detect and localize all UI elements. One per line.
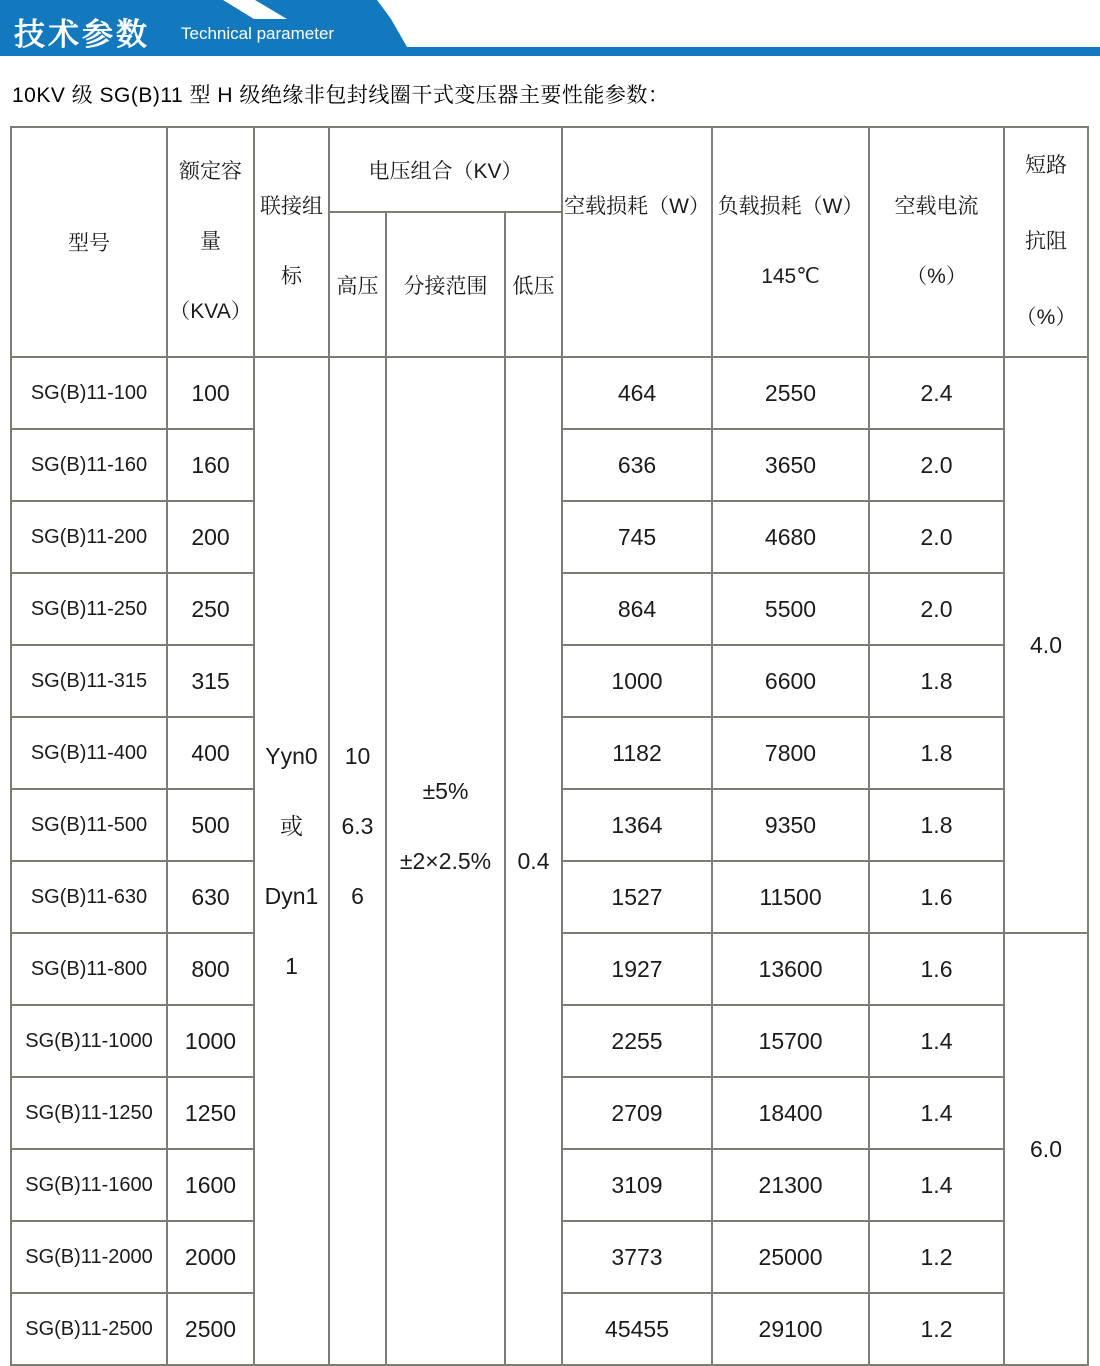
no-load-loss-cell: 1927 <box>562 933 712 1005</box>
capacity-cell: 2000 <box>167 1221 254 1293</box>
col-header-impedance: 短路 抗阻 （%） <box>1004 127 1088 357</box>
load-loss-cell: 21300 <box>712 1149 869 1221</box>
blank-line <box>563 242 711 312</box>
load-loss-cell: 13600 <box>712 933 869 1005</box>
no-load-current-cell: 1.4 <box>869 1077 1004 1149</box>
capacity-cell: 2500 <box>167 1293 254 1365</box>
load-loss-cell: 6600 <box>712 645 869 717</box>
load-loss-cell: 9350 <box>712 789 869 861</box>
no-load-current-cell: 1.6 <box>869 933 1004 1005</box>
capacity-cell: 1600 <box>167 1149 254 1221</box>
model-cell: SG(B)11-500 <box>11 789 167 861</box>
load-loss-cell: 3650 <box>712 429 869 501</box>
no-load-loss-cell: 464 <box>562 357 712 429</box>
load-loss-cell: 7800 <box>712 717 869 789</box>
capacity-cell: 250 <box>167 573 254 645</box>
model-cell: SG(B)11-400 <box>11 717 167 789</box>
load-loss-cell: 4680 <box>712 501 869 573</box>
col-header-load-loss: 负载损耗（W） 145℃ <box>712 127 869 357</box>
no-load-loss-cell: 3109 <box>562 1149 712 1221</box>
impedance-bottom-cell: 6.0 <box>1004 933 1088 1365</box>
col-header-voltage-group: 电压组合（KV） <box>329 127 562 212</box>
no-load-loss-cell: 1527 <box>562 861 712 933</box>
no-load-loss-cell: 1364 <box>562 789 712 861</box>
no-load-current-cell: 1.2 <box>869 1293 1004 1365</box>
model-cell: SG(B)11-200 <box>11 501 167 573</box>
impedance-top-cell: 4.0 <box>1004 357 1088 933</box>
no-load-current-cell: 2.0 <box>869 429 1004 501</box>
col-header-no-load-current: 空载电流 （%） <box>869 127 1004 357</box>
spec-table <box>10 126 1089 1366</box>
no-load-current-cell: 1.4 <box>869 1005 1004 1077</box>
capacity-cell: 500 <box>167 789 254 861</box>
col-header-model: 型号 <box>11 127 167 357</box>
load-loss-cell: 2550 <box>712 357 869 429</box>
capacity-cell: 800 <box>167 933 254 1005</box>
no-load-loss-cell: 3773 <box>562 1221 712 1293</box>
capacity-cell: 630 <box>167 861 254 933</box>
lv-cell: 0.4 <box>505 357 562 1365</box>
banner-bottom-bar <box>0 47 1100 56</box>
no-load-loss-cell: 1182 <box>562 717 712 789</box>
load-loss-cell: 18400 <box>712 1077 869 1149</box>
banner-title-en: Technical parameter <box>181 24 335 43</box>
no-load-current-cell: 2.0 <box>869 573 1004 645</box>
load-loss-cell: 15700 <box>712 1005 869 1077</box>
hv-cell: 10 6.3 6 <box>329 357 386 1365</box>
col-header-tap-range: 分接范围 <box>386 212 505 357</box>
col-header-no-load-loss: 空载损耗（W） <box>562 127 712 357</box>
model-cell: SG(B)11-1250 <box>11 1077 167 1149</box>
load-loss-cell: 11500 <box>712 861 869 933</box>
blank-line <box>330 931 385 1001</box>
no-load-loss-cell: 2255 <box>562 1005 712 1077</box>
no-load-current-cell: 2.4 <box>869 357 1004 429</box>
model-cell: SG(B)11-2500 <box>11 1293 167 1365</box>
capacity-cell: 160 <box>167 429 254 501</box>
no-load-current-cell: 1.8 <box>869 717 1004 789</box>
model-cell: SG(B)11-1600 <box>11 1149 167 1221</box>
capacity-cell: 400 <box>167 717 254 789</box>
table-row <box>11 357 1088 429</box>
col-header-capacity: 额定容 量 （KVA） <box>167 127 254 357</box>
header-row-1 <box>11 127 1088 212</box>
col-header-lv: 低压 <box>505 212 562 357</box>
no-load-loss-cell: 45455 <box>562 1293 712 1365</box>
no-load-loss-cell: 2709 <box>562 1077 712 1149</box>
intro-text: 10KV 级 SG(B)11 型 H 级绝缘非包封线圈干式变压器主要性能参数： <box>12 84 670 107</box>
banner-ribbon <box>0 0 1100 56</box>
no-load-current-cell: 1.6 <box>869 861 1004 933</box>
banner-ribbon-wing <box>255 0 391 19</box>
banner-title-cn: 技术参数 <box>14 17 150 52</box>
no-load-current-cell: 1.2 <box>869 1221 1004 1293</box>
model-cell: SG(B)11-250 <box>11 573 167 645</box>
no-load-current-cell: 1.4 <box>869 1149 1004 1221</box>
model-cell: SG(B)11-2000 <box>11 1221 167 1293</box>
load-loss-cell: 29100 <box>712 1293 869 1365</box>
no-load-current-cell: 1.8 <box>869 789 1004 861</box>
capacity-cell: 200 <box>167 501 254 573</box>
no-load-loss-cell: 864 <box>562 573 712 645</box>
no-load-loss-cell: 636 <box>562 429 712 501</box>
model-cell: SG(B)11-100 <box>11 357 167 429</box>
capacity-cell: 1000 <box>167 1005 254 1077</box>
connection-group-cell: Yyn0 或 Dyn1 1 <box>254 357 329 1365</box>
load-loss-cell: 5500 <box>712 573 869 645</box>
col-header-connection: 联接组 标 <box>254 127 329 357</box>
capacity-cell: 100 <box>167 357 254 429</box>
capacity-cell: 315 <box>167 645 254 717</box>
header-banner <box>0 0 1100 56</box>
no-load-loss-cell: 745 <box>562 501 712 573</box>
model-cell: SG(B)11-315 <box>11 645 167 717</box>
tap-range-cell: ±5% ±2×2.5% <box>386 357 505 1365</box>
load-loss-cell: 25000 <box>712 1221 869 1293</box>
model-cell: SG(B)11-630 <box>11 861 167 933</box>
model-cell: SG(B)11-160 <box>11 429 167 501</box>
blank-line <box>387 896 504 966</box>
no-load-current-cell: 1.8 <box>869 645 1004 717</box>
no-load-loss-cell: 1000 <box>562 645 712 717</box>
no-load-current-cell: 2.0 <box>869 501 1004 573</box>
model-cell: SG(B)11-1000 <box>11 1005 167 1077</box>
capacity-cell: 1250 <box>167 1077 254 1149</box>
model-cell: SG(B)11-800 <box>11 933 167 1005</box>
col-header-hv: 高压 <box>329 212 386 357</box>
